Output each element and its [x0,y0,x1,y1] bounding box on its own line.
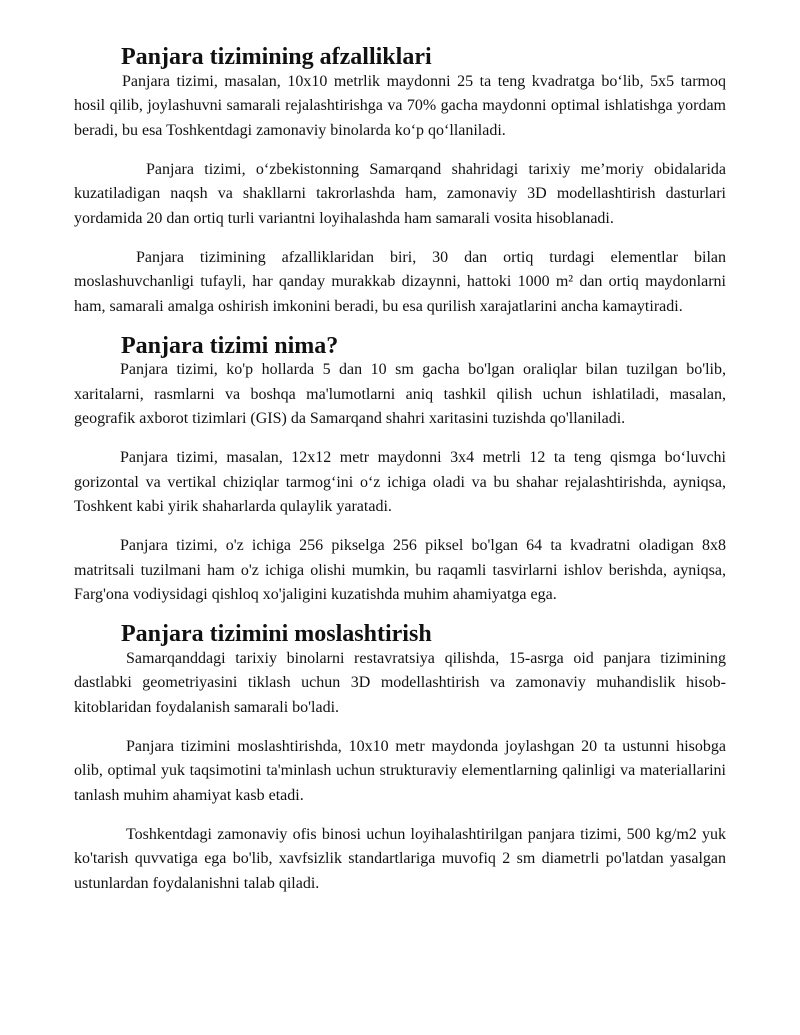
paragraph: Panjara tizimini moslashtirishda, 10x10 metr maydonda joylashgan 20 ta ustunni hisobga olib, optimal yuk taqsimotini ta'minlash uchun strukturaviy elementlarning qalinligi va materiallarini tanlash muhim ahamiyat kasb etadi. [74,737,726,804]
paragraph: Panjara tizimi, masalan, 12x12 metr maydonni 3x4 metrli 12 ta teng qismga bo‘luvchi gorizontal va vertikal chiziqlar tarmog‘ini o‘z ichiga oladi va bu shahar rejalashtirishda, ayniqsa, Toshkent kabi yirik shaharlarda qulaylik yaratadi. [74,449,726,515]
section-heading-what-is: Panjara tizimi nima? [121,332,339,359]
section-heading-advantages: Panjara tizimining afzalliklari [121,44,432,70]
paragraph: Panjara tizimi, masalan, 10x10 metrlik maydonni 25 ta teng kvadratga bo‘lib, 5x5 tarmoq hosil qilib, joylashuvni samarali rejalashtirishga va 70% gacha maydonni optimal ishlatishga yordam beradi, bu esa Toshkentdagi zamonaviy binolarda ko‘p qo‘llaniladi. [74,72,726,139]
paragraph: Panjara tizimi, o‘zbekistonning Samarqand shahridagi tarixiy me’moriy obidalarida kuzatiladigan naqsh va shakllarni takrorlashda ham, zamonaviy 3D modellashtirish dasturlari yordamida 20 dan ortiq turli variantni loyihalashda ham samarali vosita hisoblanadi. [74,160,726,227]
paragraph: Panjara tizimi, ko'p hollarda 5 dan 10 sm gacha bo'lgan oraliqlar bilan tuzilgan bo'lib, xaritalarni, rasmlarni va boshqa ma'lumotlarni aniq tashkil qilish uchun ishlatiladi, masalan, geografik axborot tizimlari (GIS) da Samarqand shahri xaritasini tuzishda qo'llaniladi. [74,361,726,427]
section-heading-customization: Panjara tizimini moslashtirish [121,621,432,647]
paragraph: Panjara tizimi, o'z ichiga 256 pikselga 256 piksel bo'lgan 64 ta kvadratni oladigan 8x8 matritsali tuzilmani ham o'z ichiga olishi mumkin, bu raqamli tasvirlarni ishlov berishda, ayniqsa, Farg'ona vodiysidagi qishloq xo'jaligini kuzatishda muhim ahamiyatga ega. [74,537,726,603]
paragraph: Samarqanddagi tarixiy binolarni restavratsiya qilishda, 15-asrga oid panjara tizimining dastlabki geometriyasini tiklash uchun 3D modellashtirish va zamonaviy muhandislik hisob-kitoblaridan foydalanish samarali bo'ladi. [74,649,726,716]
paragraph: Panjara tizimining afzalliklaridan biri, 30 dan ortiq turdagi elementlar bilan moslashuvchanligi tufayli, har qanday murakkab dizaynni, hattoki 1000 m² dan ortiq maydonlarni ham, samarali amalga oshirish imkonini beradi, bu esa qurilish xarajatlarini ancha kamaytiradi. [74,248,726,315]
paragraph: Toshkentdagi zamonaviy ofis binosi uchun loyihalashtirilgan panjara tizimi, 500 kg/m2 yuk ko'tarish quvvatiga ega bo'lib, xavfsizlik standartlariga muvofiq 2 sm diametrli po'latdan yasalgan ustunlardan foydalanishni talab qiladi. [74,825,726,892]
document-page [74,45,726,896]
